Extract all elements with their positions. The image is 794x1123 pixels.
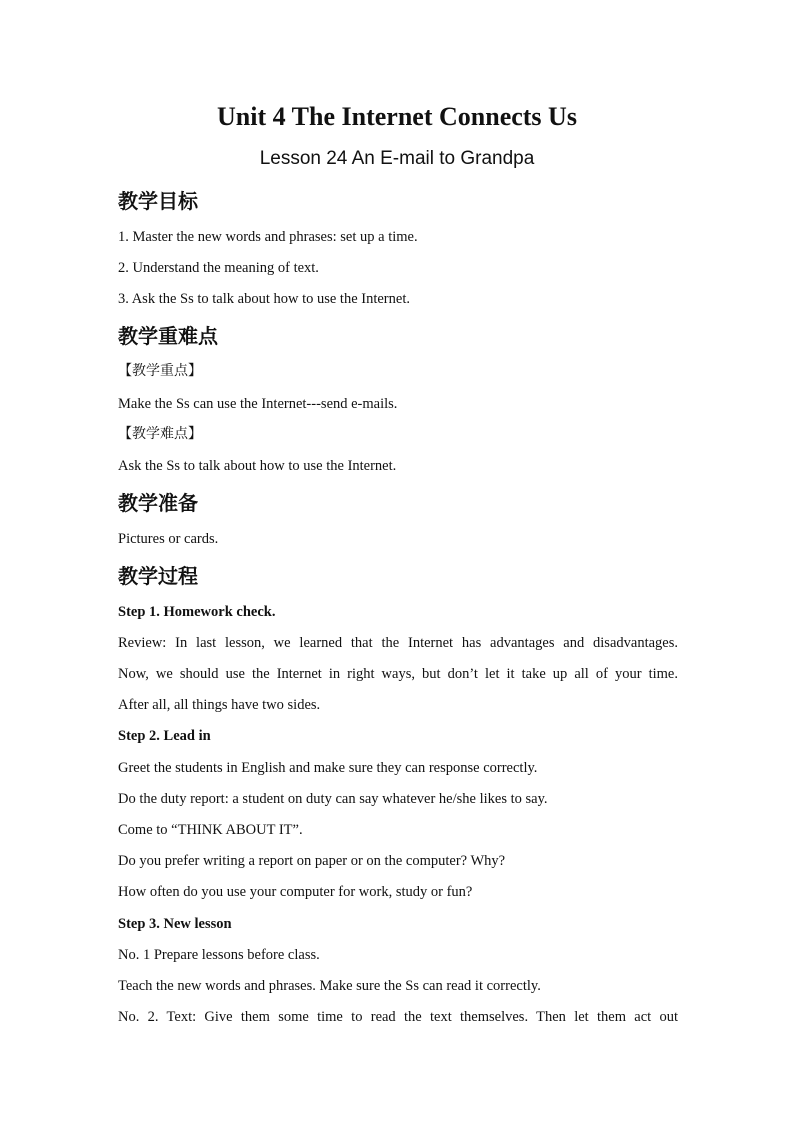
- step-1-line: After all, all things have two sides.: [118, 697, 321, 713]
- step-3-title: Step 3. New lesson: [118, 916, 232, 932]
- step-1-title: Step 1. Homework check.: [118, 604, 276, 620]
- step-3-line: No. 1 Prepare lessons before class.: [118, 947, 320, 963]
- step-2-line: Come to “THINK ABOUT IT”.: [118, 822, 303, 838]
- focus-label: 【教学重点】: [118, 363, 202, 379]
- focus-text: Make the Ss can use the Internet---send e-mails.: [118, 396, 398, 412]
- objective-item: 2. Understand the meaning of text.: [118, 260, 319, 276]
- objectives-heading: 教学目标: [118, 189, 198, 213]
- lesson-subtitle: Lesson 24 An E-mail to Grandpa: [259, 148, 535, 169]
- step-2-line: How often do you use your computer for work, study or fun?: [118, 884, 473, 900]
- step-3-line: Teach the new words and phrases. Make sure the Ss can read it correctly.: [118, 978, 541, 994]
- step-1-line: Review: In last lesson, we learned that the Internet has advantages and disadvantages.: [118, 635, 678, 651]
- process-heading: 教学过程: [118, 564, 198, 588]
- document-title: Unit 4 The Internet Connects Us: [217, 102, 577, 131]
- objective-item: 3. Ask the Ss to talk about how to use the Internet.: [118, 291, 410, 307]
- step-3-line: No. 2. Text: Give them some time to read the text themselves. Then let them act out: [118, 1009, 678, 1025]
- step-2-line: Do you prefer writing a report on paper or on the computer? Why?: [118, 853, 506, 869]
- difficulty-text: Ask the Ss to talk about how to use the Internet.: [118, 458, 397, 474]
- step-2-title: Step 2. Lead in: [118, 728, 211, 744]
- objective-item: 1. Master the new words and phrases: set up a time.: [118, 229, 418, 245]
- step-2-line: Greet the students in English and make sure they can response correctly.: [118, 760, 538, 776]
- step-1-line: Now, we should use the Internet in right ways, but don’t let it take up all of your time.: [118, 666, 678, 682]
- key-points-heading: 教学重难点: [118, 324, 218, 348]
- step-2-line: Do the duty report: a student on duty can say whatever he/she likes to say.: [118, 791, 548, 807]
- preparation-heading: 教学准备: [118, 491, 198, 515]
- preparation-text: Pictures or cards.: [118, 531, 219, 547]
- difficulty-label: 【教学难点】: [118, 426, 202, 442]
